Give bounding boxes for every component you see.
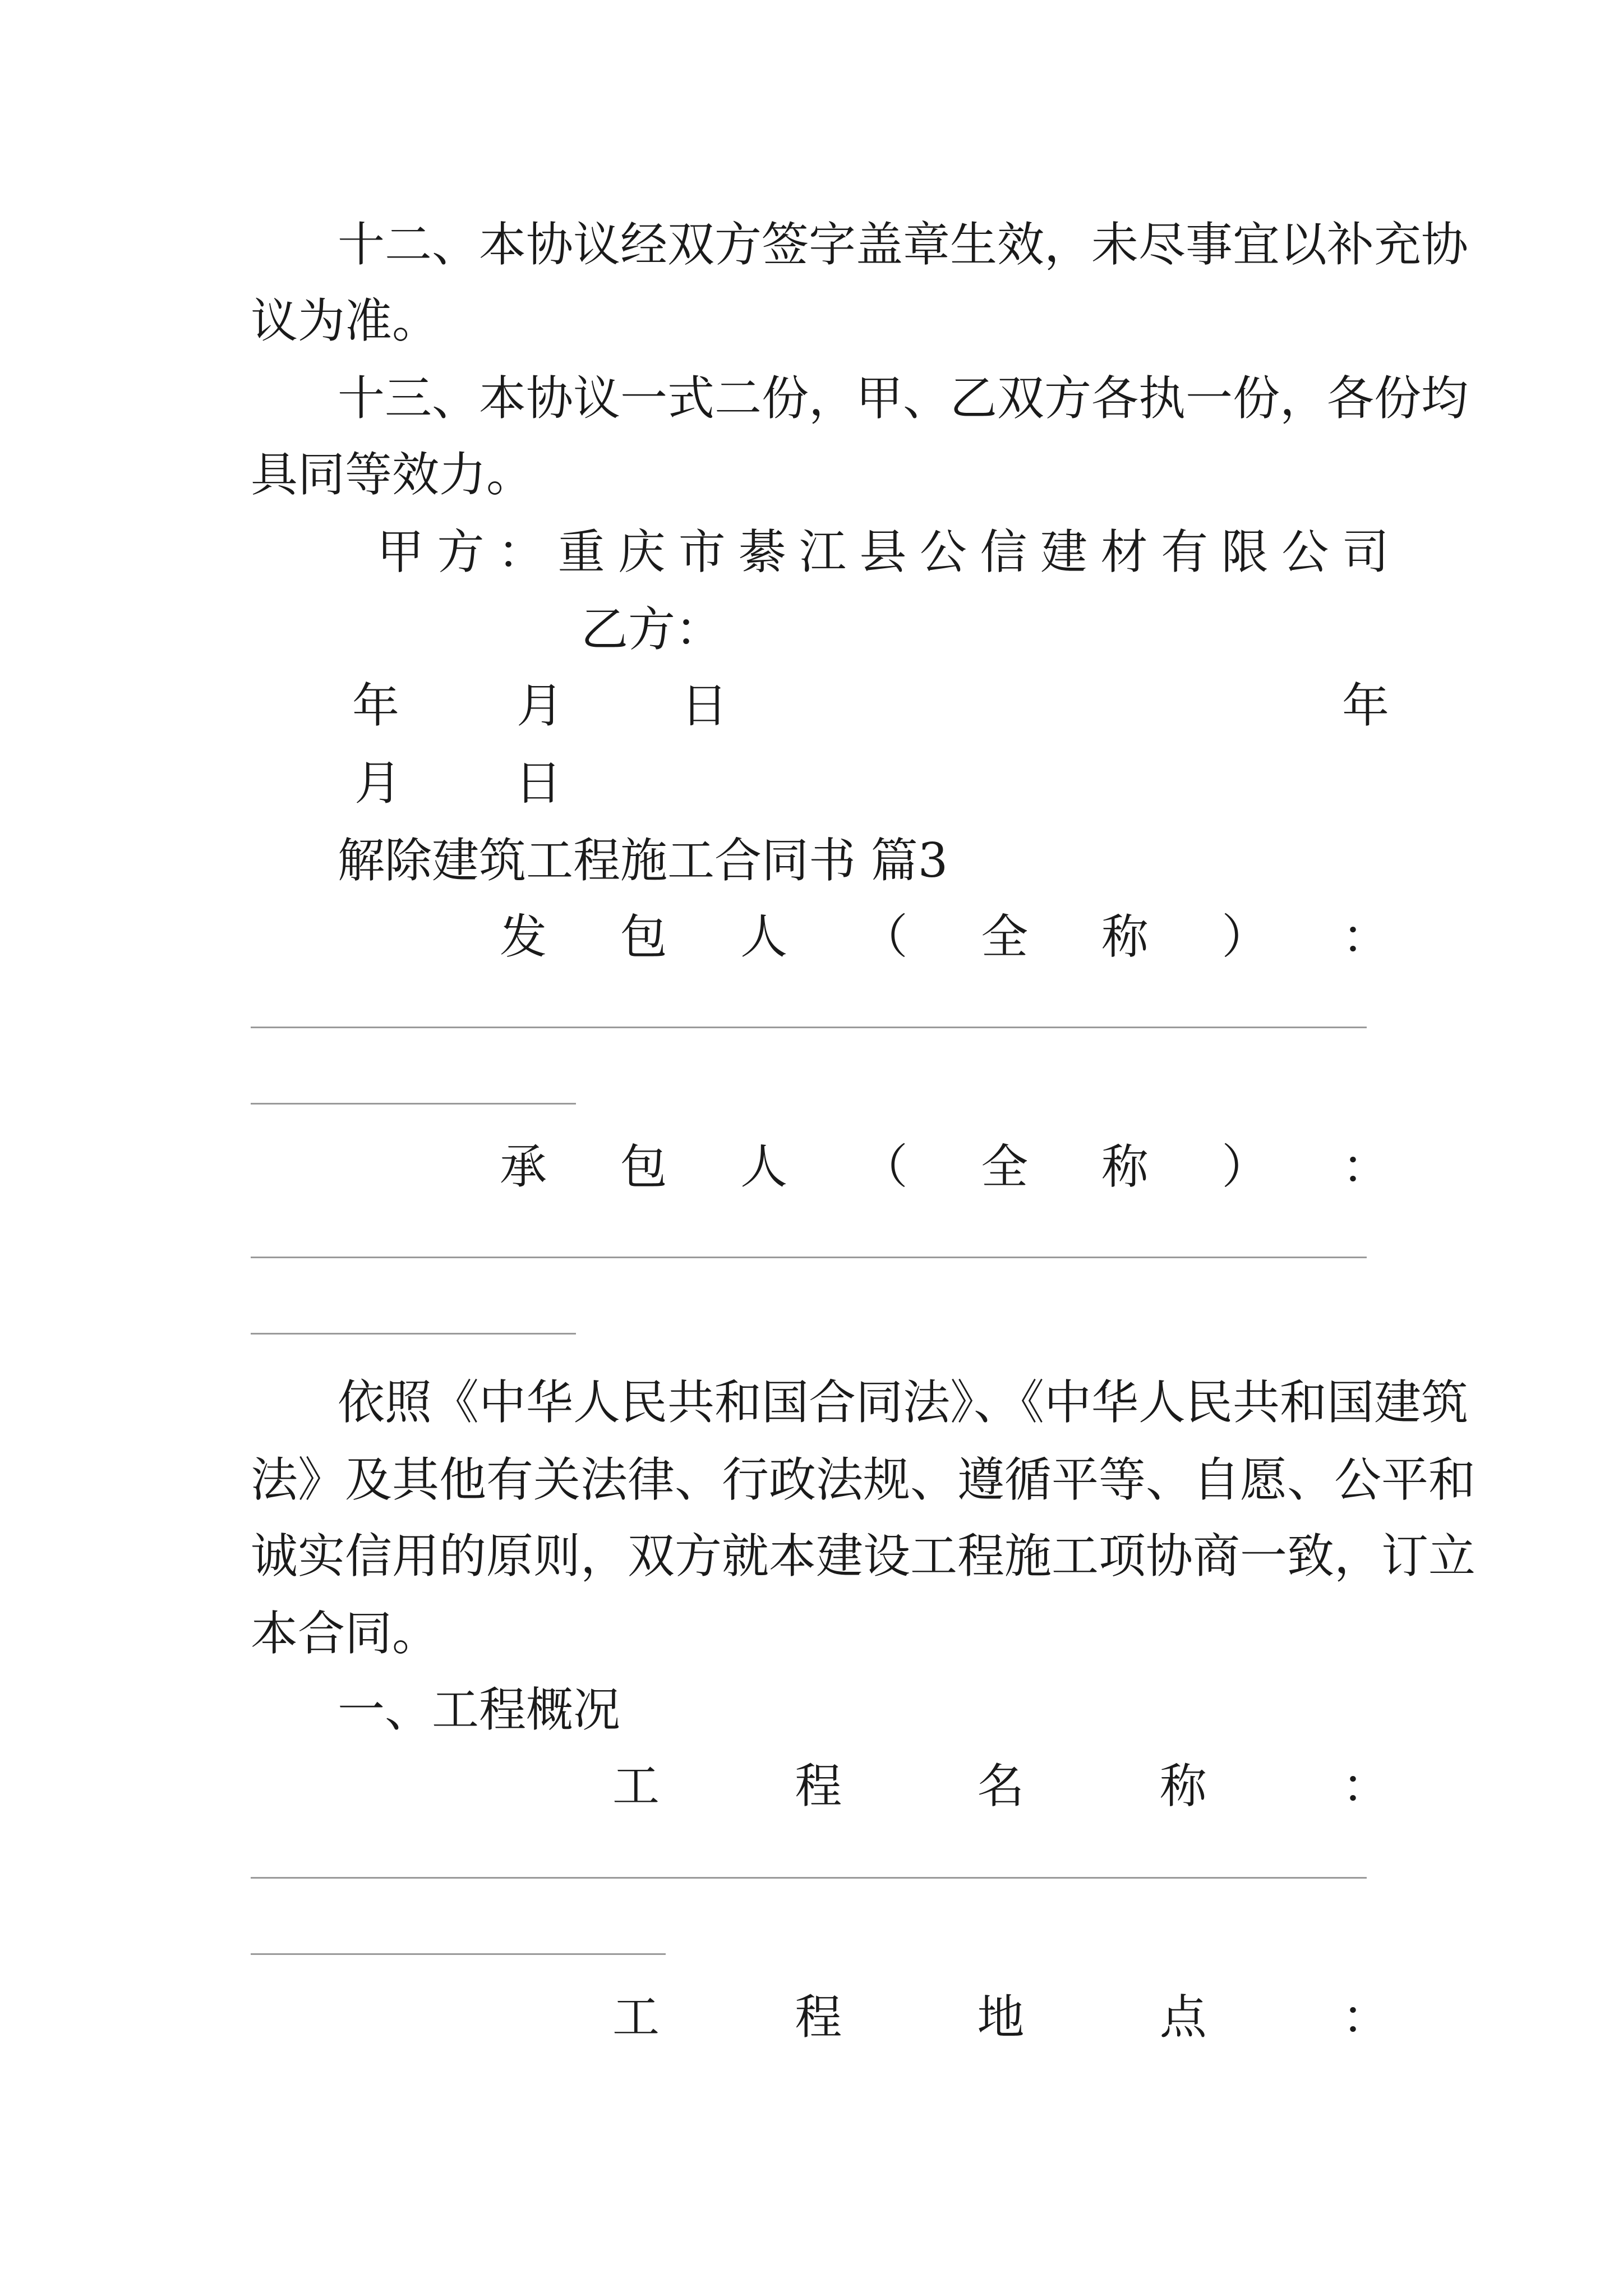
employer-char: 称: [1101, 909, 1149, 964]
party-a-char: ：: [497, 524, 545, 579]
contractor-char: （: [860, 1139, 908, 1194]
section-title: 解除建筑工程施工合同书 篇3: [338, 833, 948, 888]
project-name-char: 称: [1159, 1759, 1207, 1814]
employer-char: ：: [1341, 909, 1389, 964]
employer-char: （: [860, 909, 908, 964]
date-day-label: 日: [514, 756, 562, 811]
clause-thirteen-line2: 具同等效力。: [251, 447, 534, 502]
party-a-char: 限: [1221, 524, 1269, 579]
clause-twelve-line2: 议为准。: [251, 293, 440, 348]
project-name-char: 名: [977, 1759, 1025, 1814]
contractor-char: ：: [1341, 1139, 1389, 1194]
party-a-char: 公: [919, 524, 967, 579]
project-location-char: 程: [795, 1990, 842, 2045]
party-a-char: 县: [859, 524, 907, 579]
party-a-char: 信: [980, 524, 1027, 579]
party-a-char: 甲: [377, 524, 425, 579]
employer-field-label: [500, 903, 1389, 970]
intro-line3: 诚实信用的原则，双方就本建设工程施工项协商一致，订立: [251, 1529, 1476, 1584]
employer-char: 全: [981, 909, 1029, 964]
intro-line1: 依照《中华人民共和国合同法》、《中华人民共和国建筑: [338, 1375, 1469, 1430]
project-location-char: 工: [612, 1990, 660, 2045]
employer-fill-line: [251, 1027, 1367, 1028]
contractor-field-label: [500, 1133, 1389, 1200]
party-a-char: 綦: [739, 524, 786, 579]
party-a-signature: [377, 518, 1389, 586]
date-year-label-right: 年: [1342, 678, 1390, 733]
contractor-char: 承: [500, 1139, 547, 1194]
date-row-2: [354, 749, 562, 817]
contractor-char: 称: [1101, 1139, 1149, 1194]
chapter-one-heading: 一、工程概况: [338, 1682, 621, 1737]
party-a-char: 重: [557, 524, 605, 579]
intro-line4: 本合同。: [251, 1606, 440, 1661]
date-month-label: 月: [354, 756, 402, 811]
contractor-fill-line: [251, 1257, 1367, 1258]
party-a-char: 建: [1040, 524, 1088, 579]
contractor-fill-line-short: [251, 1333, 576, 1335]
project-location-char: 地: [977, 1990, 1025, 2045]
employer-char: 人: [740, 909, 788, 964]
party-a-char: 江: [799, 524, 846, 579]
party-a-char: 市: [678, 524, 726, 579]
contractor-char: 包: [620, 1139, 667, 1194]
intro-line2: 法》及其他有关法律、行政法规、遵循平等、自愿、公平和: [251, 1452, 1476, 1507]
employer-char: 发: [500, 909, 547, 964]
date-day-label: 日: [680, 678, 728, 733]
party-a-char: 公: [1281, 524, 1329, 579]
party-a-char: 方: [437, 524, 485, 579]
contractor-char: ）: [1221, 1139, 1269, 1194]
contractor-char: 人: [740, 1139, 788, 1194]
contractor-char: 全: [981, 1139, 1029, 1194]
employer-char: ）: [1221, 909, 1269, 964]
employer-fill-line-short: [251, 1103, 576, 1105]
clause-thirteen-line1: 十三、本协议一式二份，甲、乙双方各执一份，各份均: [338, 371, 1469, 426]
project-name-char: ：: [1341, 1759, 1389, 1814]
clause-twelve-line1: 十二、本协议经双方签字盖章生效，未尽事宜以补充协: [338, 217, 1469, 272]
date-month-label: 月: [516, 678, 564, 733]
party-a-char: 司: [1341, 524, 1389, 579]
date-year-label: 年: [352, 678, 400, 733]
party-b-signature: 乙方：: [581, 602, 723, 657]
employer-char: 包: [620, 909, 667, 964]
project-location-char: ：: [1341, 1990, 1389, 2045]
party-a-char: 材: [1100, 524, 1148, 579]
project-name-field-label: [612, 1752, 1389, 1820]
project-name-char: 工: [612, 1759, 660, 1814]
project-name-fill-line-short: [251, 1953, 666, 1955]
date-row-1: [352, 672, 728, 739]
party-a-char: 有: [1161, 524, 1209, 579]
project-name-fill-line: [251, 1877, 1367, 1879]
project-location-field-label: [612, 1984, 1389, 2051]
party-a-char: 庆: [618, 524, 666, 579]
project-name-char: 程: [795, 1759, 842, 1814]
project-location-char: 点: [1159, 1990, 1207, 2045]
